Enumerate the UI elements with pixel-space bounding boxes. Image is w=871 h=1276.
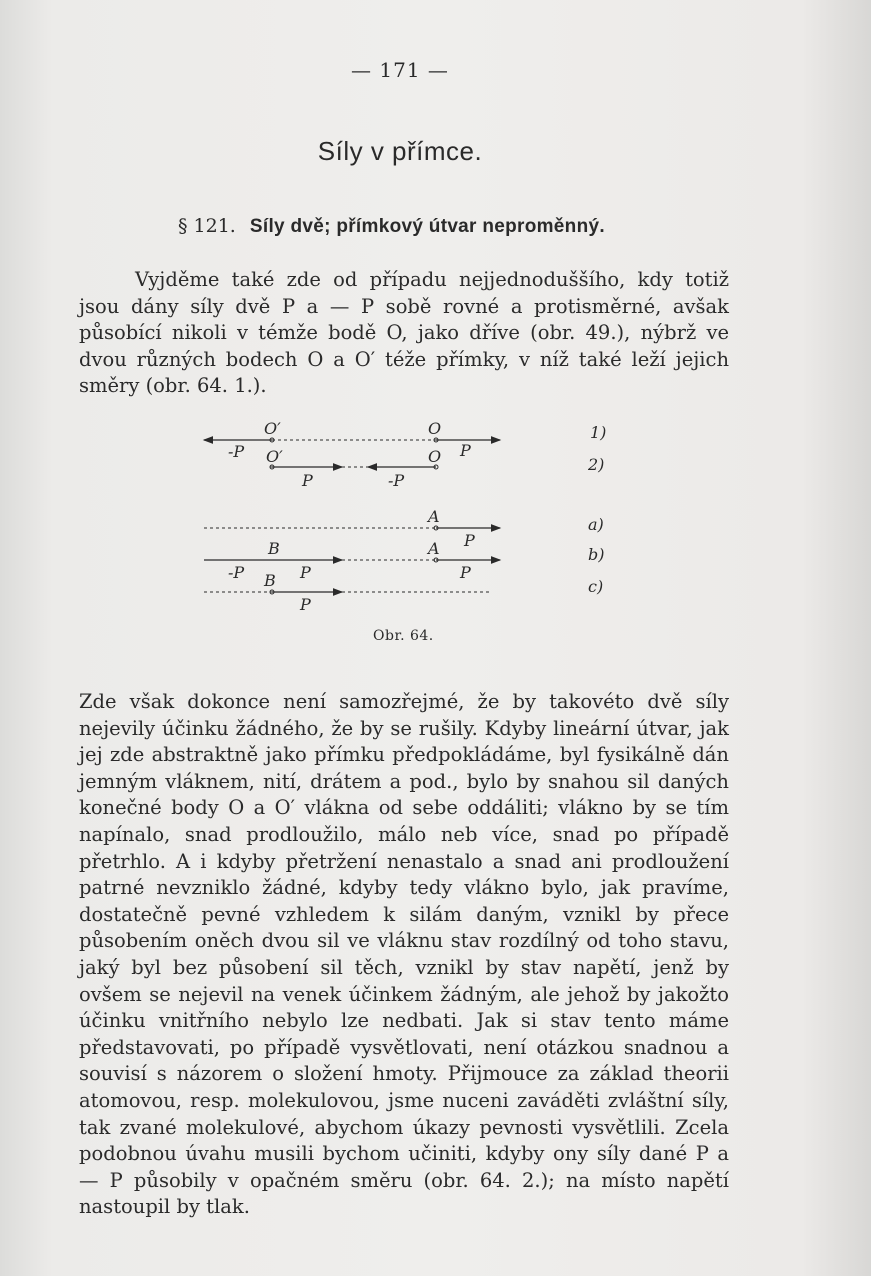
case-label-1: 1): [590, 423, 607, 442]
case-label-a: a): [588, 515, 604, 534]
label-o-1: O: [428, 419, 442, 438]
label-p-5: P: [460, 563, 471, 582]
label-p-4: P: [300, 563, 311, 582]
page-number: — 171 —: [351, 58, 449, 82]
label-p-1: P: [460, 441, 471, 460]
case-label-2: 2): [588, 455, 605, 474]
label-a-2: A: [428, 539, 440, 558]
paragraph-intro: Vyjděme také zde od případu nejjednoduššího, kdy totiž jsou dány síly dvě P a — P sobě rovné a protisměrné, avšak působící nikoli v témže bodě O, jako dříve (obr. 49.), nýbrž ve dvou různých bodech O a O′ téže přímky, v níž také leží jejich směry (obr. 64. 1.).: [79, 268, 729, 398]
label-b-1: B: [268, 539, 280, 558]
case-label-b: b): [588, 545, 605, 564]
label-oprime-2: O′: [266, 447, 283, 466]
section-number: § 121.: [178, 215, 236, 237]
label-oprime-1: O′: [264, 419, 281, 438]
label-minus-p-3: -P: [228, 563, 245, 582]
label-p-3: P: [464, 531, 475, 550]
section-title: Síly dvě; přímkový útvar neproměnný.: [249, 216, 605, 237]
label-b-2: B: [264, 571, 276, 590]
figure-64: [190, 410, 630, 620]
label-p-6: P: [300, 595, 311, 614]
label-minus-p-1: -P: [228, 442, 245, 461]
label-p-2: P: [302, 471, 313, 490]
force-diagram: [190, 410, 630, 620]
case-label-c: c): [588, 577, 604, 596]
label-o-2: O: [428, 447, 442, 466]
label-minus-p-2: -P: [388, 471, 405, 490]
chapter-title: Síly v přímce.: [317, 136, 483, 166]
section-heading: [178, 215, 605, 238]
figure-caption: Obr. 64.: [373, 628, 434, 644]
label-a-1: A: [428, 507, 440, 526]
paragraph-main: Zde však dokonce není samozřejmé, že by takovéto dvě síly nejevily účinku žádného, že by se rušily. Kdyby lineární útvar, jak jej zde abstraktně jako přímku předpokládáme, byl fysikálně dán jemným vláknem, nití, drátem a pod., bylo by snahou sil daných konečné body O a O′ vlákna od sebe oddáliti; vlákno by se tím napínalo, snad prodloužilo, málo neb více, snad po případě přetrhlo. A i kdyby přetržení nenastalo a snad ani prodloužení patrné nevzniklo žádné, kdyby tedy vlákno bylo, jak pravíme, dostatečně pevné vzhledem k silám daným, vznikl by přece působením oněch dvou sil ve vláknu stav rozdílný od toho stavu, jaký byl bez působení sil těch, vznikl by stav napětí, jenž by ovšem se nejevil na venek účinkem žádným, ale jehož by jakožto účinku vnitřního nebylo lze nedbati. Jak si stav tento máme představovati, po případě vysvětlovati, není otázkou snadnou a souvisí s názorem o složení hmoty. Přijmouce za základ theorii atomovou, resp. molekulovou, jsme nuceni zaváděti zvláštní síly, tak zvané molekulové, abychom úkazy pevnosti vysvětlili. Zcela podobnou úvahu musili bychom učiniti, kdyby ony síly dané P a — P působily v opačném směru (obr. 64. 2.); na místo napětí nastoupil by tlak.: [79, 690, 729, 1219]
